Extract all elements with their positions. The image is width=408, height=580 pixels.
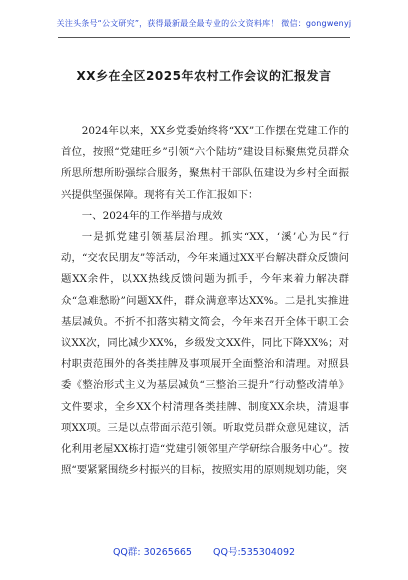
footer-qq-group: QQ群: 30265665 xyxy=(112,547,192,558)
document-body xyxy=(61,121,349,481)
section-heading: 一、2024年的工作举措与成效 xyxy=(81,209,223,222)
footer-qq-number: QQ号:535304092 xyxy=(213,547,296,558)
page-title: XX乡在全区2025年农村工作会议的汇报发言 xyxy=(76,69,332,83)
header-promo-note: 关注头条号“公文研究”，获得最新最全最专业的公文资料库！ 微信：gongwenyj xyxy=(56,19,352,28)
paragraph-measures: 一是抓党建引领基层治理。抓实“XX，‘溪’心为民”行动，“交农民朋友”等活动，今年来通过XX平台解决群众反馈问题XX余件，以XX热线反馈问题为抓手，今年来着力解决群众“急难愁盼”问题XX件，群众满意率达XX%。二是扎实推进基层减负。不折不扣落实精文简会，今年来召开全体干职工会议XX次，同比减少XX%，乡级发文XX件，同比下降XX%；对村职责范围外的各类挂牌及事项展开全面整治和清理。对照县委《整治形式主义为基层减负“三整治三提升”行动整改清单》文件要求，全乡XX个村清理各类挂牌、制度XX余块，清退事项XX项。三是以点带面示范引领。听取党员群众意见建议，活化利用老屋XX栋打造“党建引领邻里产学研综合服务中心”。按照“要紧紧围绕乡村振兴的目标，按照实用的原则规划功能，突 xyxy=(61,231,349,477)
paragraph-intro: 2024年以来，XX乡党委始终将“XX”工作摆在党建工作的首位，按照“党建旺乡”引领“六个陆坊”建设目标聚焦党员群众所思所想所盼强综合服务，聚焦村干部队伍建设为乡村全面振兴提供坚强保障。现将有关工作汇报如下： xyxy=(61,125,349,201)
footer-contact xyxy=(0,544,408,558)
header-divider xyxy=(58,37,350,38)
